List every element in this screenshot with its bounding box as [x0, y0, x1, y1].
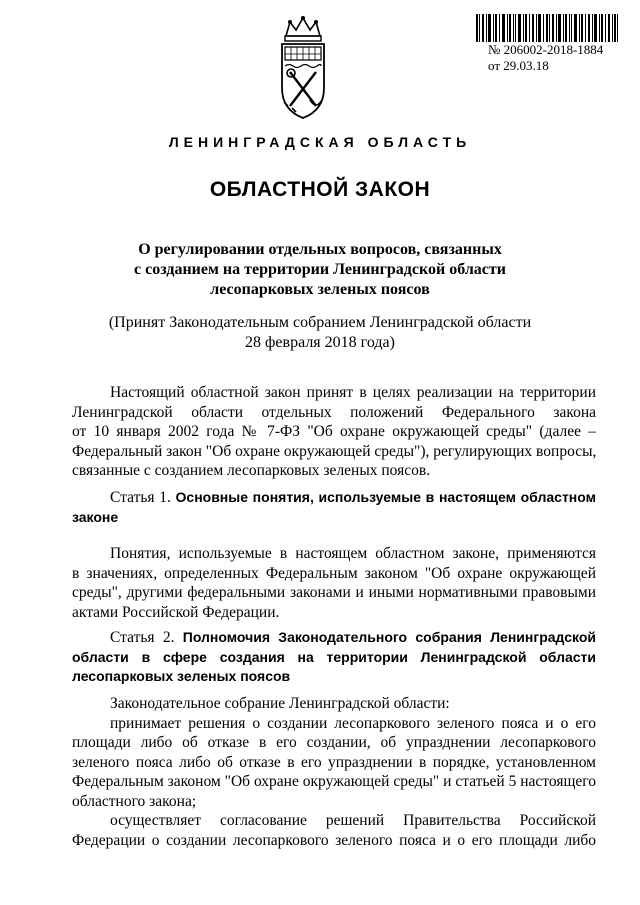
text-line: Федерации о создании лесопаркового зеленого пояса и о его площади либо — [72, 831, 596, 849]
text-line: от 10 января 2002 года № 7-ФЗ "Об охране окружающей среды" (далее – — [72, 423, 596, 440]
coat-of-arms-icon — [276, 14, 330, 122]
registration-stamp — [488, 42, 603, 74]
adoption-note — [80, 313, 560, 353]
barcode — [476, 14, 618, 42]
registration-date: от 29.03.18 — [488, 58, 549, 73]
text-line: Понятия, используемые в настоящем областном законе, применяются — [110, 545, 596, 562]
law-title — [100, 240, 540, 300]
text-line: Федеральным законом "Об охране окружающей среды" и статьей 5 настоящего — [72, 773, 596, 790]
article-1-heading — [72, 488, 596, 527]
law-title-line: О регулировании отдельных вопросов, связанных — [138, 241, 502, 258]
article-2-text — [72, 694, 596, 850]
law-type-heading: ОБЛАСТНОЙ ЗАКОН — [209, 178, 431, 201]
article-1-title: Основные понятия, используемые в настоящем областном — [175, 489, 596, 505]
text-line: Ленинградской области отдельных положений Федерального закона — [72, 403, 596, 421]
article-2-label: Статья 2. — [110, 629, 175, 646]
region-heading: ЛЕНИНГРАДСКАЯ ОБЛАСТЬ — [168, 134, 472, 150]
text-line: среды", другими федеральными законами и иными нормативными правовыми — [72, 584, 596, 601]
text-line: осуществляет согласование решений Правительства Российской — [110, 812, 596, 829]
adoption-note-line: (Принят Законодательным собранием Ленинградской области — [108, 314, 532, 331]
registration-number: № 206002-2018-1884 — [488, 42, 604, 57]
article-1-title-cont: законе — [72, 508, 119, 525]
text-line: площади либо об отказе в его создании, об упразднении лесопаркового — [72, 734, 596, 751]
article-1-label: Статья 1. — [110, 489, 171, 506]
preamble-paragraph — [72, 383, 596, 481]
article-2-title-cont: области в сфере создания на территории Ленинградской области — [72, 648, 596, 665]
text-line: Законодательное собрание Ленинградской области: — [110, 695, 450, 712]
article-2-title-cont: лесопарковых зеленых поясов — [72, 668, 291, 684]
text-line: областного закона; — [72, 792, 197, 810]
law-title-line: лесопарковых зеленых поясов — [210, 281, 430, 298]
article-2-title: Полномочия Законодательного собрания Ленинградской — [182, 629, 596, 645]
text-line: Федеральный закон "Об охране окружающей среды"), регулирующих вопросы, — [72, 442, 597, 460]
text-line: связанные с созданием лесопарковых зеленых поясов. — [72, 462, 431, 479]
article-2-heading — [72, 628, 596, 687]
text-line: Настоящий областной закон принят в целях реализации на территории — [110, 384, 596, 401]
text-line: принимает решения о создании лесопаркового зеленого пояса и о его — [110, 714, 596, 732]
law-title-line: с созданием на территории Ленинградской области — [134, 261, 506, 278]
text-line: в значениях, определенных Федеральным законом "Об охране окружающей — [72, 564, 596, 582]
adoption-note-line: 28 февраля 2018 года) — [245, 334, 395, 351]
text-line: зеленого пояса либо об отказе в его упразднении в порядке, установленном — [72, 753, 596, 771]
text-line: актами Российской Федерации. — [72, 603, 280, 621]
article-1-text — [72, 544, 596, 622]
